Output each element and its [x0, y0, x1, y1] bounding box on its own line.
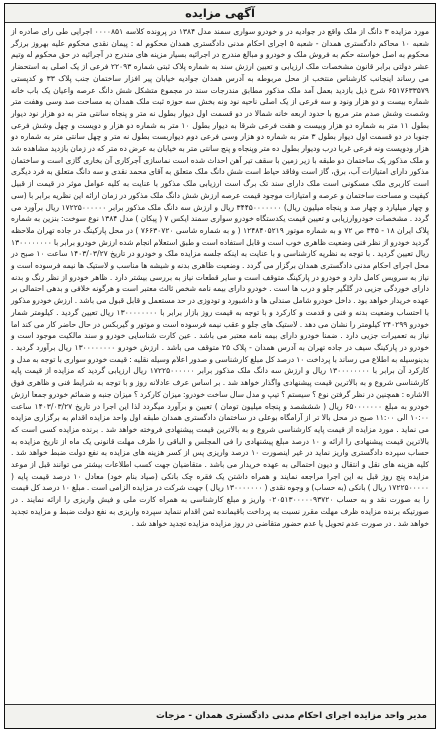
notice-paragraph: مورد مزایده ۳ دانگ از ملک واقع در جوادیه در و خودرو سواری سمند مدل ۱۳۸۴ در پرونده کلاسه ۰۰۰۰۸۵۱ اجرایی طی رای صادره از شعبه ۱۰ محاکم دادگستری همدان - شعبه ۵ اجرای احکام مدنی دادگستری همدان محکوم له : پیمان نقدی محکوم علیه بهروز برزگر محکوم به اصل خواسته حکم به فروش ملک و خودرو و مبالغ مندرج در اجرائیه بسیار مزینه های مندرج در آجرائیه در حق محکوم له وتیم عشر دولتی برابر قانون مشخصات ملک ارزیابی و تعیین ارزش سند به شماره پلاک ثبتی شماره ۲۲۰۹۳ فرعی از یک اصلی به استحضار می رساند اینجانب کارشناس منتخب از محل مربوطه به آدرس همدان جوادیه خیابان پیر افزار ساختمان جنب پلاک ۳۳ و کدپستی ۶۵۱۷۶۳۳۵۷۹ شرح ذیل بازدید بعمل آمد ملک مذکور مطابق مندرجات سند در مجموع متشکل شش دانگ عرصه واعیان یک باب خانه شماره بیست و دو هزار ونود و سه فرعی از یک اصلی ناحیه نود ونه بخش سه حوزه ثبت ملک همدان به مساحت صد وسی وهفت متر وشصت وشش صدم متر مربع با حدود اربعه خانه شمالا در دو قسمت اول دیوار بطول نه متر و پنجاه سانتی متر به دو هزار نود دیوار بطول ۱۱ متر به شماره دو هزار وبیست و هفت فرعی شرقا به دیوار بطول ۱۰ متر به شماره دو هزار و دویست و چهل وشش فرعی جنوبا در دو قسمت اول دیوار بطول ۳ متر به شماره دو هزار وسی فرعی دوم دیواربست بطول نه متر و چهل سانتی متر به شماره دو هزار ودویست ونه فرعی غربا درب ودیوار بطول ده متر وپنجاه و پنج سانتی متر به خیابان به عرض ده متر که در زمان بازدید مشاهده شد و ملک مذکور یک ساختمان دو طبقه با زیر زمین با سقف تیر آهن احداث شده است نماسازی آجرکاری آن بخاری گازی است و ساختمان مذکور دارای امتیازات آب، برق، گاز است وفاقد حیاط است شش دانگ ملک متعلق به آقای محمد نقدی و سه دانگ متعلق به فرد دیگری است کاربری ملک مسکونی است ملک دارای سند تک برگ است ارزیابی ملک مذکور با عنایت به کلیه عوامل موثر در قیمت از قبیل کیفیت و مساحت ساختمان و عرصه و امتیازات موجود قیمت عرصه ارزش شش دانگ ملک مذکور در زمان ارائه این نظریه برابر با (سی و چهار میلیارد و چهار صد و پنجاه میلیون ریال) ۳۴۴۵۰۰۰۰۰۰۰ ریال و ارزش سه دانگ ملک مذکور برابر ۱۷۲۲۵۰۰۰۰۰۰ ریال برآورد می گردد . مشخصات خودروارزیابی و تعیین قیمت یکدستگاه خودرو سواری سمند ایکس ۷ ( پیکان ) مدل ۱۳۸۴ نوع سوخت: بنزین به شماره پلاک ایران ۱۸ - ۳۴۵ ص ۷۲ و به شماره موتور ۱۲۴۸۴۰۵۲۱۹ ( و به شماره شاسی ۷۶۶۳۰۷۲۰ ) در محل پارکینگ در جاده تهران ملاحظه گردید خودرو از نظر فنی وضعیت ظاهری خوب است و قابل استفاده است و طبق استعلام انجام شده ارزش خودرو برابر با ۱۳۰۰۰۰۰۰۰۰ ریال تعیین گردید . با توجه به نظریه کارشناسی و با عنایت به اینکه جلسه مزایده ملک و خودرو در تاریخ ۱۴۰۳/۰۳/۲۷ ساعت ۱۰ صبح در محل اجرای احکام مدنی دادگستری همدان برگزار می گردد . وضعیت ظاهری بدنه و شیشه ها مناسب و لاستیک ها نیمه فرسوده است و نیاز به سرویس کامل دارد و خودرو در پارکینگ متوقف است و سایر قطعات نیاز به بررسی بیشتر دارد . ظاهر خودرو از نظر رنگ و بدنه دارای خوردگی جزیی در گلگیر جلو و درب ها است . خودرو دارای بیمه نامه شخص ثالث معتبر است و هرگونه خلافی و بدهی احتمالی بر عهده خریدار خواهد بود . داخل خودرو شامل صندلی ها و داشبورد و تودوزی در حد مستعمل و قابل قبول می باشد . ارزش خودرو مذکور با احتساب وضعیت بدنه و فنی و قدمت و کارکرد و با توجه به قیمت روز بازار برابر با ۱۳۰۰۰۰۰۰۰۰ ریال تعیین گردید . کیلومتر شمار خودرو ۲۴۰۲۹۹ کیلومتر را نشان می دهد . لاستیک های جلو و عقب نیمه فرسوده است و موتور و گیربکس در حال حاضر کار می کند اما نیاز به تعمیرات جزیی دارد . ضمنا خودرو دارای بیمه نامه معتبر می باشد . عین کارت شناسایی خودرو و سند مالکیت موجود است و خودرو در پارکینگ سیف در جاده تهران به آدرس همدان - پلاک ۲۵ متوقف می باشد . ارزش خودرو ۱۳۰۰۰۰۰۰۰۰ ریال برآورد گردید . بدینوسیله به اطلاع می رساند با پرداخت ۱۰ درصد کل مبلغ کارشناسی و صدور اعلام وسیله نقلیه : قیمت خودرو سواری با توجه به مدل و کارکرد آن برابر با ۱۳۰۰۰۰۰۰۰۰ ریال و ارزش سه دانگ ملک مذکور برابر ۱۷۲۲۵۰۰۰۰۰۰ ریال ارزیابی گردید که مزایده از قیمت پایه کارشناسی شروع و به بالاترین قیمت پیشنهادی واگذار خواهد شد . بر اساس عرف عادلانه روز و با توجه به شرایط فنی و ظاهری فوق الاشاره : همچنین در نظر گرفتن نوع ؟ سیستم ؟ تیپ و مدل سال ساخت خودرو: میزان کارکرد ؟ میزان جنبه و ضمائم خودرو جمعا ارزش خودرو به مبلغ ۶۵۰۰۰۰۰۰۰ ریال ( شششصد و پنجاه میلیون تومان ) تعیین و برآورد میگردد لذا این اجرا در تاریخ ۱۴۰۳/۰۳/۲۷ ساعت ۱۰:۰۰ الی ۱۱:۰۰ صبح در محل بالا تر از آرامگاه بوعلی در ساختمان دادگستری همدان طبقه اول واحد مزایده اقدام به برگزاری مزایده می نماید . مورد مزایده از قیمت پایه کارشناسی شروع و به بالاترین قیمت پیشنهادی فروخته خواهد شد . برنده مزایده کسی است که بالاترین قیمت پیشنهادی را ارائه و ۱۰ درصد مبلغ پیشنهادی را فی المجلس و الباقی را ظرف مهلت قانونی یک ماه از تاریخ مزایده به حساب سپرده دادگستری واریز نماید در غیر اینصورت ۱۰ درصد واریزی پس از کسر هزینه های مزایده به نفع دولت ضبط خواهد شد . کلیه هزینه های نقل و انتقال و دیون احتمالی به عهده خریدار می باشد . متقاضیان جهت کسب اطلاعات بیشتر می توانند قبل از موعد مزایده پنج روز قبل به این اجرا مراجعه نمایند و همراه داشتن یک فقره چک بانکی (صیاد بنام خود) معادل ۱۰ درصد قیمت پایه ( ۱۷۲۲۵۰۰۰۰۰ ریال ) بانکی (به حساب) و وجوه نقدی ( ۱۳۰۰۰۰۰۰۰ ریال ) جهت شرکت در مزایده الزامی است . مبلغ ۱۰ درصد کل قیمت را به صورت نقد و به حساب ۰۲۰۵۱۳۰۰۰۰۰۹۳۷۲۰ واریز و مبلغ کارشناسی به همراه کارت ملی و فیش واریزی را ارائه نمایند . در صورتیکه برنده مزایده ظرف مهلت مقرر نسبت به پرداخت باقیمانده ثمن اقدام ننماید سپرده واریزی به نفع دولت ضبط و مزایده تجدید خواهد شد . در صورت عدم تحویل یا عدم حضور متقاضی در روز مزایده مزایده تجدید خواهد شد .: [11, 27, 430, 528]
notice-title: آگهی مزایده: [5, 4, 435, 23]
notice-body: [5, 23, 435, 705]
notice-signature: مدیر واحد مزایده اجرای احکام مدنی دادگستری همدان - مزجات: [5, 704, 435, 728]
notice-box: [4, 3, 436, 729]
